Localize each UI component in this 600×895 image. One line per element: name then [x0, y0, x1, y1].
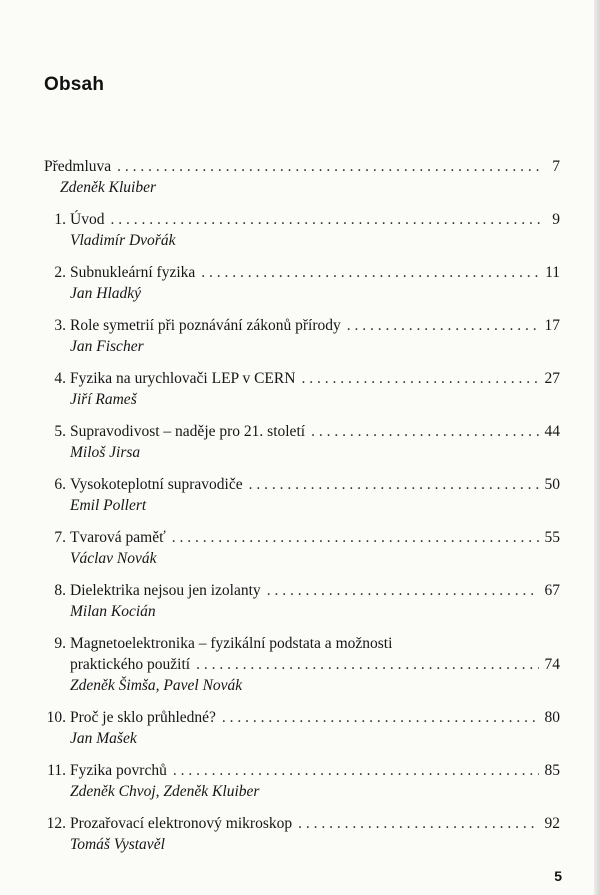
table-of-contents — [44, 156, 560, 866]
toc-entry-title-continuation — [44, 654, 560, 675]
chapter-title: Magnetoelektronika – fyzikální podstata a možnosti — [70, 635, 393, 652]
dot-leader — [110, 209, 540, 230]
chapter-page: 50 — [544, 476, 560, 493]
toc-entry — [44, 527, 560, 569]
dot-leader — [117, 156, 540, 177]
toc-entry-title-row — [44, 474, 560, 495]
chapter-page: 9 — [552, 211, 560, 228]
chapter-author: Milan Kocián — [70, 603, 156, 620]
chapter-number: 9. — [54, 635, 66, 652]
chapter-page: 74 — [544, 656, 560, 673]
chapter-page: 44 — [544, 423, 560, 440]
toc-entry-title-row — [44, 315, 560, 336]
chapter-author: Zdeněk Chvoj, Zdeněk Kluiber — [70, 783, 260, 800]
chapter-title: Předmluva — [44, 158, 112, 175]
toc-entry — [44, 209, 560, 251]
toc-entry — [44, 707, 560, 749]
toc-entry — [44, 368, 560, 410]
chapter-author: Jiří Rameš — [70, 391, 137, 408]
toc-entry-title-row — [44, 760, 560, 781]
dot-leader — [222, 707, 539, 728]
toc-entry-title-row — [44, 580, 560, 601]
chapter-title: Role symetrií při poznávání zákonů přírody — [70, 317, 341, 334]
chapter-page: 85 — [544, 762, 560, 779]
chapter-number: 6. — [54, 476, 66, 493]
toc-entry-title-row — [44, 262, 560, 283]
chapter-number: 3. — [54, 317, 66, 334]
chapter-title-continued: praktického použití — [70, 656, 191, 673]
chapter-title: Fyzika na urychlovači LEP v CERN — [70, 370, 296, 387]
chapter-page: 17 — [544, 317, 560, 334]
dot-leader — [173, 760, 539, 781]
toc-entry-title-row — [44, 156, 560, 177]
chapter-page: 67 — [544, 582, 560, 599]
toc-entry-title-row — [44, 209, 560, 230]
dot-leader — [196, 654, 538, 675]
toc-entry — [44, 474, 560, 516]
chapter-title: Subnukleární fyzika — [70, 264, 196, 281]
toc-entry — [44, 580, 560, 622]
chapter-author: Jan Hladký — [70, 285, 142, 302]
toc-entry-title-row — [44, 813, 560, 834]
chapter-page: 92 — [544, 815, 560, 832]
chapter-number: 8. — [54, 582, 66, 599]
toc-heading: Obsah — [44, 74, 105, 95]
chapter-number: 11. — [47, 762, 66, 779]
chapter-title: Supravodivost – naděje pro 21. století — [70, 423, 306, 440]
chapter-number: 7. — [54, 529, 66, 546]
chapter-author: Vladimír Dvořák — [70, 232, 176, 249]
chapter-number: 1. — [54, 211, 66, 228]
chapter-author: Tomáš Vystavěl — [70, 836, 165, 853]
chapter-page: 27 — [544, 370, 560, 387]
toc-entry — [44, 421, 560, 463]
toc-entry — [44, 633, 560, 696]
chapter-author: Jan Fischer — [70, 338, 144, 355]
chapter-page: 7 — [552, 158, 560, 175]
dot-leader — [347, 315, 539, 336]
toc-entry — [44, 156, 560, 198]
chapter-page: 55 — [544, 529, 560, 546]
dot-leader — [298, 813, 538, 834]
chapter-title: Dielektrika nejsou jen izolanty — [70, 582, 261, 599]
chapter-page: 11 — [545, 264, 560, 281]
chapter-title: Fyzika povrchů — [70, 762, 167, 779]
page-number: 5 — [554, 868, 562, 884]
dot-leader — [201, 262, 539, 283]
chapter-author: Emil Pollert — [70, 497, 147, 514]
chapter-number: 12. — [46, 815, 66, 832]
dot-leader — [311, 421, 538, 442]
page-edge — [594, 0, 600, 895]
toc-entry — [44, 813, 560, 855]
toc-entry-title-row — [44, 633, 560, 654]
chapter-number: 10. — [46, 709, 66, 726]
chapter-title: Úvod — [70, 211, 105, 228]
dot-leader — [249, 474, 539, 495]
chapter-page: 80 — [544, 709, 560, 726]
chapter-author: Miloš Jirsa — [70, 444, 141, 461]
chapter-number: 4. — [54, 370, 66, 387]
dot-leader — [301, 368, 538, 389]
toc-entry-title-row — [44, 368, 560, 389]
toc-entry-title-row — [44, 421, 560, 442]
chapter-author: Zdeněk Kluiber — [60, 179, 156, 196]
chapter-author: Jan Mašek — [70, 730, 137, 747]
chapter-title: Tvarová paměť — [70, 529, 166, 546]
chapter-number: 2. — [54, 264, 66, 281]
toc-entry — [44, 760, 560, 802]
chapter-author: Václav Novák — [70, 550, 157, 567]
toc-entry-title-row — [44, 707, 560, 728]
dot-leader — [267, 580, 539, 601]
chapter-title: Proč je sklo průhledné? — [70, 709, 216, 726]
chapter-title: Prozařovací elektronový mikroskop — [70, 815, 293, 832]
chapter-author: Zdeněk Šimša, Pavel Novák — [70, 677, 243, 694]
toc-entry — [44, 262, 560, 304]
toc-entry — [44, 315, 560, 357]
chapter-number: 5. — [54, 423, 66, 440]
chapter-title: Vysokoteplotní supravodiče — [70, 476, 243, 493]
toc-entry-title-row — [44, 527, 560, 548]
dot-leader — [172, 527, 539, 548]
